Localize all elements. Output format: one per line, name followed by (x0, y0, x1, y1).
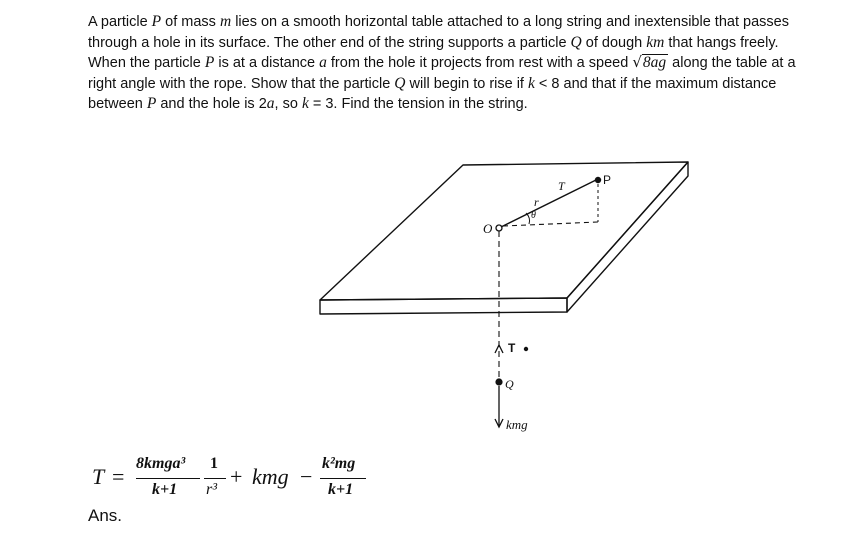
formula-minus: − (300, 464, 313, 489)
label-P: P (603, 173, 612, 187)
text: along the table at a right angle with the rope. Show that the particle (88, 55, 796, 92)
text: is at a distance (214, 55, 320, 72)
text: from the hole it projects from rest with a speed (326, 55, 633, 72)
var-k: k (528, 74, 535, 92)
label-T-top: T (558, 179, 565, 193)
var-P: P (151, 13, 162, 30)
string-on-table (501, 180, 596, 227)
label-theta: θ (531, 210, 536, 221)
fraction-1-bar (136, 478, 200, 479)
text: A particle (88, 14, 152, 30)
fraction-1-denominator: k+1 (152, 481, 178, 498)
table-front-edge (320, 298, 567, 314)
formula-plus: + (230, 464, 243, 489)
label-r: r (534, 195, 539, 209)
var-P: P (146, 95, 157, 113)
dot-mark (524, 347, 528, 351)
text: = 3. Find the tension in the string. (308, 96, 528, 113)
problem-paragraph-2 (88, 53, 798, 115)
reference-dashed-line (503, 222, 598, 226)
text: When the particle (88, 55, 205, 72)
label-kmg: kmg (506, 417, 528, 432)
text: of mass (161, 14, 220, 30)
label-Q: Q (505, 377, 514, 391)
var-k: k (301, 95, 309, 113)
text: , so (274, 96, 302, 113)
text: will begin to rise if (405, 75, 528, 92)
var-km: km (646, 33, 665, 51)
sqrt-argument: 8ag (642, 54, 667, 72)
particle-Q (495, 378, 502, 385)
table-string-diagram (300, 140, 700, 445)
text: and the hole is 2 (156, 96, 267, 113)
problem-paragraph-1 (88, 12, 798, 53)
var-a: a (319, 54, 327, 72)
fraction-3-bar (320, 478, 366, 479)
var-P: P (204, 54, 215, 72)
var-Q: Q (570, 33, 582, 51)
formula-equals: = (112, 464, 125, 489)
table-top (320, 162, 688, 300)
formula-lhs: T (92, 464, 105, 489)
fraction-2-bar (204, 478, 226, 479)
label-O: O (483, 221, 493, 236)
table-side-edge (567, 162, 688, 312)
fraction-3-denominator: k+1 (328, 481, 354, 498)
var-a: a (266, 95, 275, 113)
label-T-bottom: T (508, 341, 516, 355)
text: < 8 and that if the maximum distance between (88, 75, 777, 113)
sqrt-sign: √ (632, 53, 642, 72)
text: of dough (581, 34, 647, 51)
particle-P (595, 177, 601, 183)
text: that hangs freely. (664, 34, 779, 51)
hole (496, 225, 502, 231)
answer-label: Ans. (88, 506, 123, 525)
var-m: m (219, 13, 232, 30)
fraction-2-denominator: r³ (206, 481, 218, 498)
fraction-1-numerator: 8kmga³ (136, 455, 186, 472)
fraction-3-numerator: k²mg (322, 455, 356, 472)
text: lies on a smooth horizontal table attached to a long string and inextensible that passes through a hole in its surface. The other end of the string supports a particle (88, 14, 789, 51)
formula-kmg: kmg (252, 464, 289, 489)
problem-statement (88, 12, 798, 115)
var-Q: Q (394, 74, 406, 92)
fraction-2-numerator: 1 (210, 455, 218, 472)
